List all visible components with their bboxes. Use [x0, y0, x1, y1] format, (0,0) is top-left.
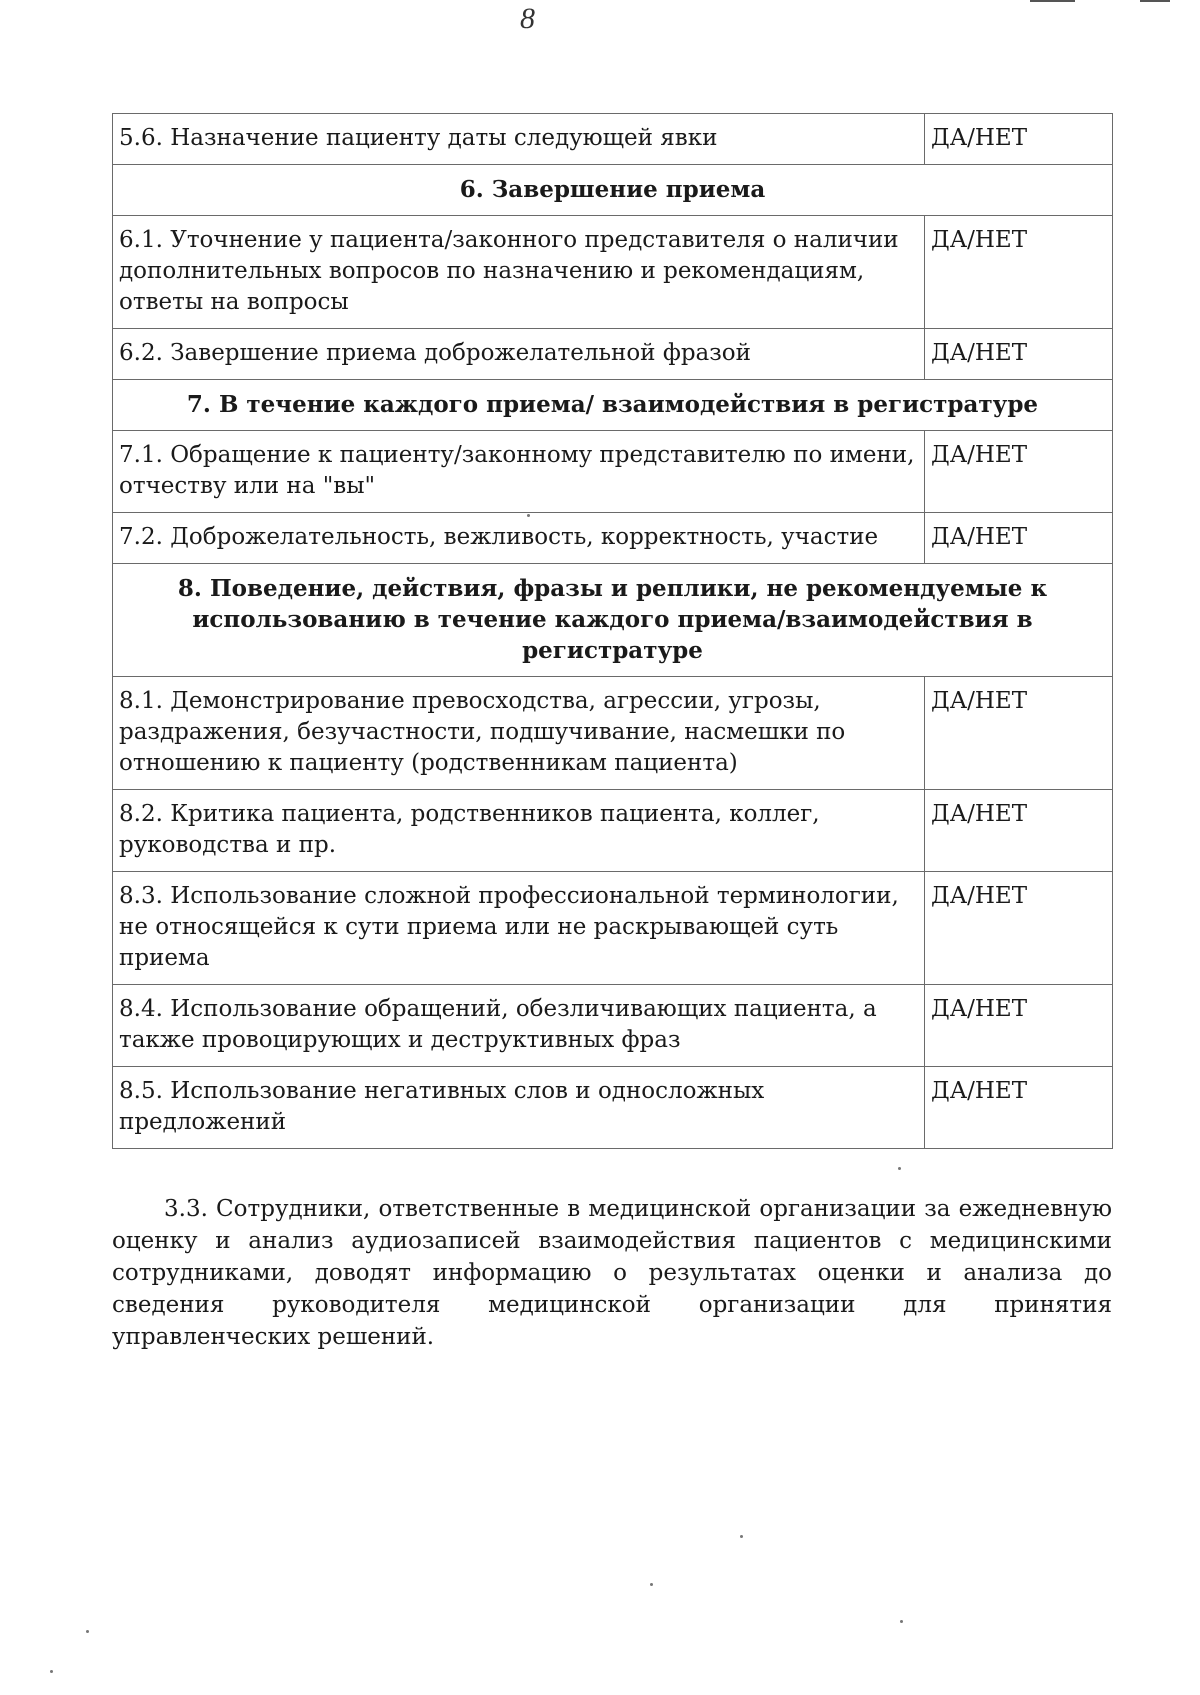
page-number: 8 — [520, 2, 535, 35]
item-text: 8.5. Использование негативных слов и односложных предложений — [113, 1067, 925, 1149]
item-text: 7.1. Обращение к пациенту/законному представителю по имени, отчеству или на "вы" — [113, 431, 925, 513]
table-row — [113, 513, 1113, 564]
table-row — [113, 872, 1113, 985]
section-row — [113, 380, 1113, 431]
item-text: 7.2. Доброжелательность, вежливость, корректность, участие — [113, 513, 925, 564]
section-heading: 8. Поведение, действия, фразы и реплики, не рекомендуемые к использованию в течение каждого приема/взаимодействия в регистратуре — [113, 564, 1113, 677]
item-text: 8.2. Критика пациента, родственников пациента, коллег, руководства и пр. — [113, 790, 925, 872]
table-row — [113, 329, 1113, 380]
scan-edge-mark — [1030, 0, 1075, 2]
answer-cell: ДА/НЕТ — [925, 985, 1113, 1067]
table-row — [113, 677, 1113, 790]
scan-speck — [900, 1620, 903, 1623]
scan-speck — [527, 514, 530, 517]
answer-cell: ДА/НЕТ — [925, 329, 1113, 380]
item-text: 8.4. Использование обращений, обезличивающих пациента, а также провоцирующих и деструктивных фраз — [113, 985, 925, 1067]
checklist-table — [112, 113, 1113, 1149]
answer-cell: ДА/НЕТ — [925, 216, 1113, 329]
item-text: 5.6. Назначение пациенту даты следующей явки — [113, 114, 925, 165]
table-row — [113, 431, 1113, 513]
table-row — [113, 1067, 1113, 1149]
body-paragraph: 3.3. Сотрудники, ответственные в медицинской организации за ежедневную оценку и анализ аудиозаписей взаимодействия пациентов с медицинскими сотрудниками, доводят информацию о результатах оценки и анализа до сведения руководителя медицинской организации для принятия управленческих решений. — [112, 1196, 1112, 1350]
item-text: 6.1. Уточнение у пациента/законного представителя о наличии дополнительных вопросов по назначению и рекомендациям, ответы на вопросы — [113, 216, 925, 329]
section-row — [113, 165, 1113, 216]
item-text: 6.2. Завершение приема доброжелательной фразой — [113, 329, 925, 380]
answer-cell: ДА/НЕТ — [925, 1067, 1113, 1149]
scan-edge-mark — [1140, 0, 1170, 2]
answer-cell: ДА/НЕТ — [925, 677, 1113, 790]
item-text: 8.3. Использование сложной профессиональной терминологии, не относящейся к сути приема или не раскрывающей суть приема — [113, 872, 925, 985]
table-row — [113, 216, 1113, 329]
scan-speck — [740, 1535, 743, 1538]
table-row — [113, 790, 1113, 872]
section-heading: 6. Завершение приема — [113, 165, 1113, 216]
answer-cell: ДА/НЕТ — [925, 872, 1113, 985]
scan-speck — [898, 1167, 901, 1170]
answer-cell: ДА/НЕТ — [925, 431, 1113, 513]
scan-speck — [50, 1670, 53, 1673]
answer-cell: ДА/НЕТ — [925, 114, 1113, 165]
scan-speck — [650, 1583, 653, 1586]
table-row — [113, 985, 1113, 1067]
table-row — [113, 114, 1113, 165]
answer-cell: ДА/НЕТ — [925, 790, 1113, 872]
answer-cell: ДА/НЕТ — [925, 513, 1113, 564]
scan-speck — [86, 1630, 89, 1633]
section-row — [113, 564, 1113, 677]
item-text: 8.1. Демонстрирование превосходства, агрессии, угрозы, раздражения, безучастности, подшучивание, насмешки по отношению к пациенту (родственникам пациента) — [113, 677, 925, 790]
section-heading: 7. В течение каждого приема/ взаимодействия в регистратуре — [113, 380, 1113, 431]
